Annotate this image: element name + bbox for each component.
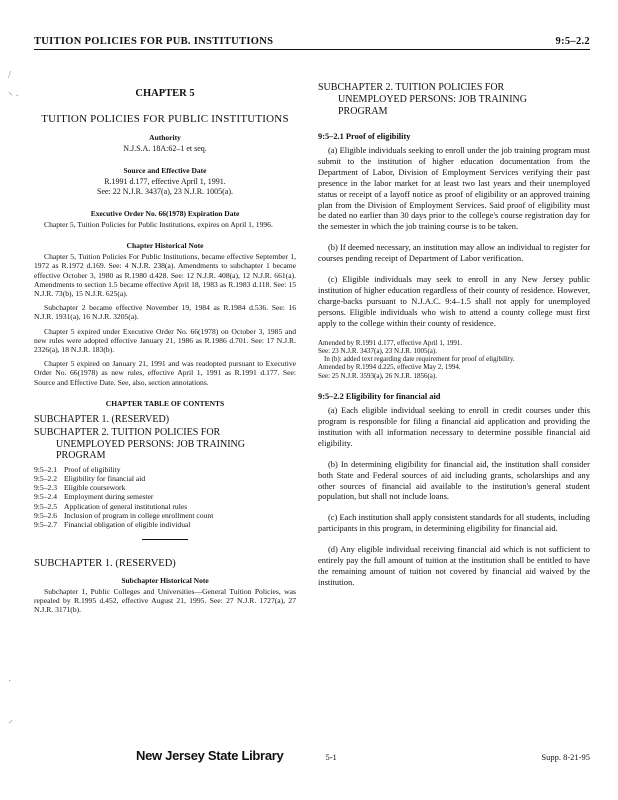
page-number: 5-1	[325, 752, 337, 762]
section-history	[318, 339, 590, 380]
history-line: See: 25 N.J.R. 3593(a), 26 N.J.R. 1856(a).	[318, 371, 437, 380]
toc-section-title: Eligible coursework	[64, 483, 126, 493]
source-line: R.1991 d.177, effective April 1, 1991.	[104, 177, 226, 186]
section-paragraph: (d) Any eligible individual receiving financial aid which is not sufficient to entirely pay the full amount of tuition at the institution shall be entitled to have the remaining amount of tuition not covered by financial aid waived by the institution.	[318, 544, 590, 587]
section-paragraph: (a) Eligible individuals seeking to enroll under the job training program must submit to the institution of higher education documentation from the Department of Labor, Division of Employment Services verifying their past presence in the labor market for at least two last years and their unemployed status or receipt of a layoff notice as proof of eligibility or an approved training plan from the Division of Employment Services. Said proof of eligibility must be dated no earlier than 30 days prior to the college's course registration day for the semester in which the job training course is to be taken.	[318, 145, 590, 232]
toc-row	[34, 465, 296, 474]
supplement-date: Supp. 8-21-95	[541, 752, 590, 762]
toc-section-title: Eligibility for financial aid	[64, 474, 146, 484]
chapter-title: TUITION POLICIES FOR PUBLIC INSTITUTIONS	[41, 113, 289, 125]
section-paragraph: (b) If deemed necessary, an institution may allow an individual to register for courses pending receipt of Department of Labor verification.	[318, 242, 590, 264]
section-paragraph: (a) Each eligible individual seeking to enroll in credit courses under this program is responsible for filing a financial aid application and providing the institution with all information necessary to determine possible financial aid eligibility.	[318, 405, 590, 448]
executive-order-heading: Executive Order No. 66(1978) Expiration Date	[90, 209, 240, 218]
toc-section-title: Proof of eligibility	[64, 464, 121, 474]
toc-row	[34, 502, 296, 511]
toc-row	[34, 474, 296, 483]
toc-section-number: 9:5–2.5	[34, 501, 57, 511]
chapter-historical-note-heading: Chapter Historical Note	[126, 241, 204, 251]
toc-section-number: 9:5–2.2	[34, 474, 57, 484]
section-paragraph: (b) In determining eligibility for financial aid, the institution shall consider both State and Federal sources of aid including grants, scholarships and any other sources of financial aid available to the institution's general student population, but shall not include loans.	[318, 458, 590, 502]
subchapter-historical-note: Subchapter 1, Public Colleges and Universities—General Tuition Policies, was repealed by R.1995 d.452, effective August 21, 1995. See: 27 N.J.R. 1727(a), 27 N.J.R. 3171(b).	[34, 586, 296, 615]
section-paragraph: (c) Each institution shall apply consistent standards for all students, including participants in this program, in determining eligibility for financial aid.	[318, 512, 590, 534]
left-column	[34, 78, 296, 619]
toc-section-number: 9:5–2.3	[34, 483, 57, 493]
subchapter-2-heading	[318, 82, 590, 118]
section-paragraph: (c) Eligible individuals may seek to enroll in any New Jersey public institution of higher education regardless of their county of residence. However, charge-backs pursuant to N.J.A.C. 9:4–1.5 shall not apply for unemployed persons. Eligible individuals who wish to attend a county college must first apply to the college within their county of residence.	[318, 274, 590, 328]
margin-mark: ⸍	[8, 719, 13, 730]
margin-mark: ·	[8, 676, 12, 687]
source-line: See: 22 N.J.R. 3437(a), 23 N.J.R. 1005(a).	[97, 187, 233, 196]
toc-row	[34, 511, 296, 520]
toc-row	[34, 483, 296, 492]
right-column	[318, 78, 590, 598]
subchapter-2-heading-line: SUBCHAPTER 2. TUITION POLICIES FOR	[318, 82, 505, 93]
section-title: 9:5–2.1 Proof of eligibility	[318, 132, 411, 141]
historical-note-paragraph: Subchapter 2 became effective November 19, 1984 as R.1984 d.536. See: 16 N.J.R. 1931(a), 16 N.J.R. 3205(a).	[34, 303, 296, 322]
toc-section-number: 9:5–2.1	[34, 464, 57, 474]
divider	[142, 539, 188, 540]
toc-row	[34, 520, 296, 529]
toc-section-title: Financial obligation of eligible individual	[64, 520, 191, 530]
subchapter-1-heading: SUBCHAPTER 1. (RESERVED)	[34, 558, 176, 570]
toc-row	[34, 492, 296, 501]
toc-subchapter-1: SUBCHAPTER 1. (RESERVED)	[34, 413, 170, 425]
page-footer	[34, 748, 590, 763]
source-heading: Source and Effective Date	[123, 166, 207, 175]
history-line: See: 23 N.J.R. 3437(a), 23 N.J.R. 1005(a).	[318, 346, 437, 355]
authority-heading: Authority	[149, 133, 181, 142]
toc-section-number: 9:5–2.4	[34, 492, 57, 502]
toc-subchapter-2-continued: PROGRAM	[56, 450, 106, 462]
historical-note-paragraph: Chapter 5, Tuition Policies For Public Institutions, became effective September 1, 1972 as R.1972 d.169. See: 4 N.J.R. 238(a). Amendments to subchapter 1 became effective October 3, 1980 as R.1980 d.428. See: 12 N.J.R. 408(a), 12 N.J.R. 661(a). Amendments to section 1.5 became effective April 18, 1983 as R.1983 d.118. See: 15 N.J.R. 73(b), 15 N.J.R. 625(a).	[34, 252, 296, 299]
history-line: Amended by R.1991 d.177, effective April 1, 1991.	[318, 338, 463, 347]
history-line: In (b): added text regarding date requirement for proof of eligibility.	[324, 355, 515, 364]
toc-section-title: Inclusion of program in college enrollment count	[64, 510, 214, 520]
toc-section-title: Application of general institutional rules	[64, 501, 188, 511]
subchapter-2-heading-line: UNEMPLOYED PERSONS: JOB TRAINING	[338, 94, 527, 105]
margin-mark: ⸌ ·	[8, 91, 19, 102]
subchapter-2-heading-line: PROGRAM	[338, 106, 388, 117]
section-title: 9:5–2.2 Eligibility for financial aid	[318, 392, 441, 402]
table-of-contents-heading: CHAPTER TABLE OF CONTENTS	[105, 398, 225, 408]
header-section-number: 9:5–2.2	[555, 36, 590, 47]
historical-note-paragraph: Chapter 5 expired on January 21, 1991 and was readopted pursuant to Executive Order No. 66(1978) as new rules, effective April 1, 1991 as R.1991 d.177. See: Source and Effective Date. See, also, section annotations.	[34, 359, 296, 387]
running-header	[34, 36, 590, 50]
toc-section-number: 9:5–2.6	[34, 510, 57, 520]
historical-note-paragraph: Chapter 5 expired under Executive Order No. 66(1978) on October 3, 1985 and new rules were adopted effective January 21, 1986 as R.1986 d.701. See: 17 N.J.R. 2326(a), 18 N.J.R. 183(b).	[34, 326, 296, 355]
subchapter-historical-note-heading: Subchapter Historical Note	[121, 575, 209, 585]
toc-section-number: 9:5–2.7	[34, 520, 57, 530]
chapter-number: CHAPTER 5	[135, 88, 195, 99]
margin-mark: /	[8, 70, 11, 81]
toc-subchapter-2-continued: UNEMPLOYED PERSONS: JOB TRAINING	[56, 438, 245, 450]
library-stamp: New Jersey State Library	[136, 748, 284, 763]
toc-list	[34, 465, 296, 529]
header-title: TUITION POLICIES FOR PUB. INSTITUTIONS	[34, 36, 274, 47]
toc-section-title: Employment during semester	[64, 492, 154, 502]
history-line: Amended by R.1994 d.225, effective May 2, 1994.	[318, 363, 461, 372]
executive-order-text: Chapter 5, Tuition Policies for Public Institutions, expires on April 1, 1996.	[44, 220, 273, 229]
toc-subchapter-2: SUBCHAPTER 2. TUITION POLICIES FOR	[34, 427, 221, 439]
authority-text: N.J.S.A. 18A:62–1 et seq.	[123, 144, 207, 153]
